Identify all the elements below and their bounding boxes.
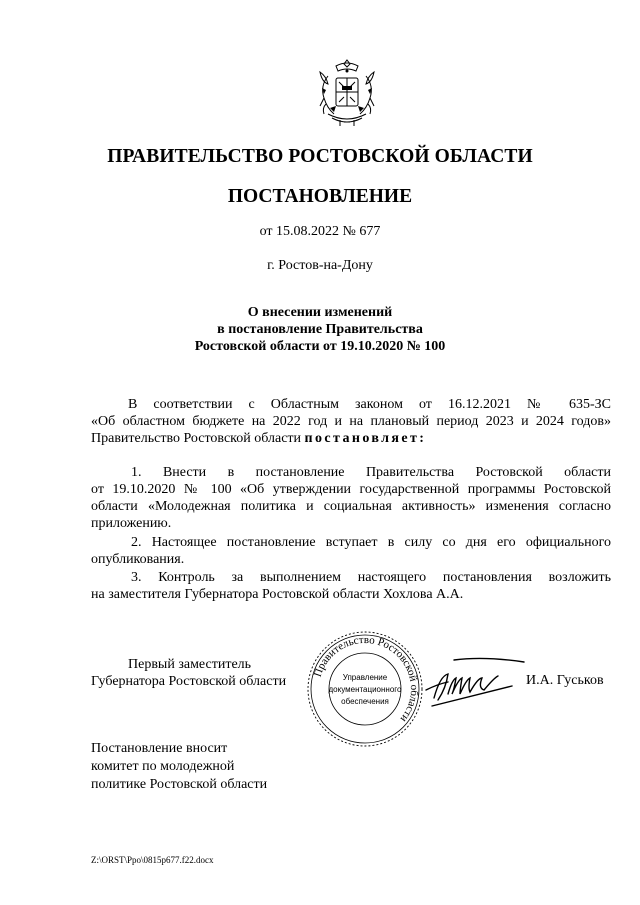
subject-line: О внесении изменений [247, 305, 393, 320]
item-line: от 19.10.2020 № 100 «Об утверждении государственной программы Ростовской [91, 482, 611, 497]
subject-line: Ростовской области от 19.10.2020 № 100 [194, 339, 446, 354]
position-line: Первый заместитель [128, 657, 252, 672]
signer-position [91, 656, 286, 690]
official-stamp [306, 630, 424, 748]
stamp-ring-text: Правительство Ростовской области [311, 633, 421, 725]
stamp-inner-line: документационного [328, 685, 402, 694]
item-line: приложению. [91, 516, 172, 531]
subject-line: в постановление Правительства [217, 322, 423, 337]
stamp-inner-line: Управление [342, 673, 388, 682]
preamble-line: В соответствии с Областным законом от 16.12.2021 № 635-ЗС [128, 397, 611, 412]
note-line: комитет по молодежной [91, 759, 235, 774]
item-line: опубликования. [91, 552, 185, 567]
note-line: политике Ростовской области [91, 777, 268, 792]
handwritten-signature [424, 654, 528, 714]
position-line: Губернатора Ростовской области [91, 674, 287, 689]
item-1-paragraph [91, 464, 611, 532]
item-line: 2. Настоящее постановление вступает в силу со дня его официального [131, 535, 611, 550]
coat-of-arms-icon [314, 58, 380, 128]
item-line: 1. Внести в постановление Правительства Ростовской области [131, 465, 611, 480]
item-line: области «Молодежная политика и социальная активность» изменения согласно [91, 499, 611, 514]
item-2-paragraph [91, 534, 611, 568]
submitted-by-note [91, 740, 267, 794]
document-type: ПОСТАНОВЛЕНИЕ [227, 186, 413, 207]
item-3-paragraph [91, 569, 611, 603]
preamble-paragraph [91, 396, 611, 447]
signer-name: И.А. Гуськов [526, 673, 604, 688]
document-city: г. Ростов-на-Дону [267, 258, 373, 273]
item-line: 3. Контроль за выполнением настоящего постановления возложить [131, 570, 611, 585]
preamble-line [91, 430, 611, 447]
note-line: Постановление вносит [91, 741, 228, 756]
preamble-line: «Об областном бюджете на 2022 год и на плановый период 2023 и 2024 годов» [91, 414, 611, 429]
document-subject [0, 304, 640, 355]
stamp-inner-line: обеспечения [341, 697, 389, 706]
document-date-number: от 15.08.2022 № 677 [259, 224, 381, 239]
file-path: Z:\ORST\Ppo\0815p677.f22.docx [91, 855, 214, 865]
decree-word: постановляет: [304, 431, 427, 446]
preamble-prefix: Правительство Ростовской области [91, 431, 305, 446]
government-title: ПРАВИТЕЛЬСТВО РОСТОВСКОЙ ОБЛАСТИ [107, 146, 533, 167]
item-line: на заместителя Губернатора Ростовской области Хохлова А.А. [91, 587, 464, 602]
